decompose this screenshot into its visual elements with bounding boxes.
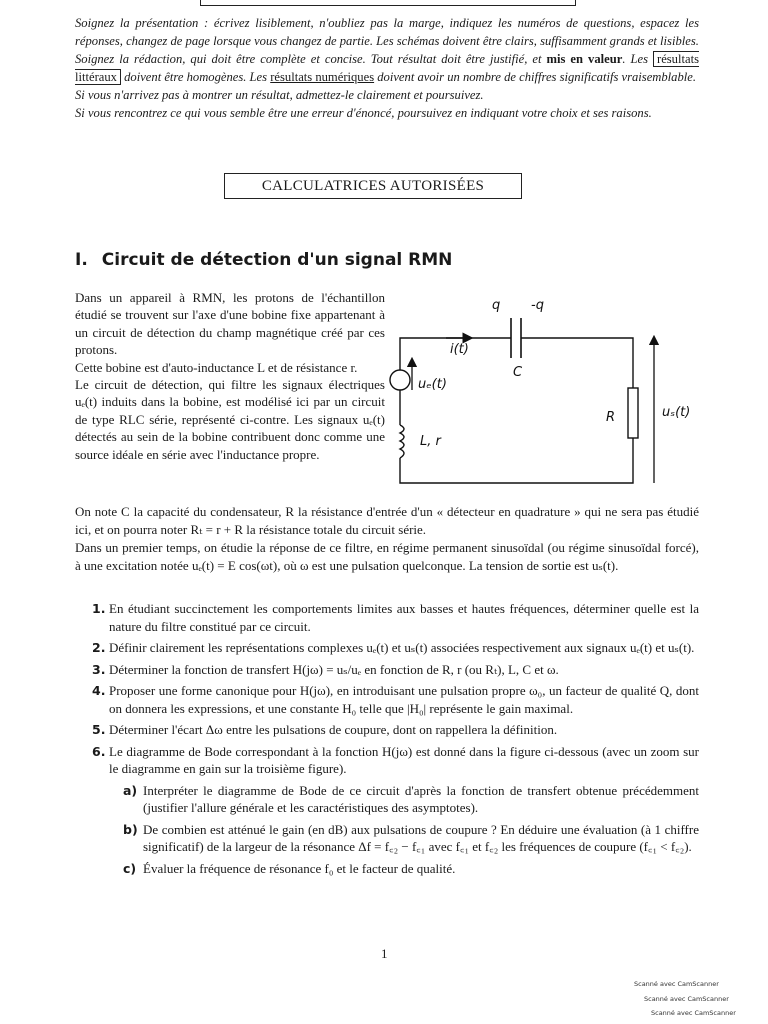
underlined-text: résultats numériques: [270, 70, 375, 84]
scanner-watermark: Scanné avec CamScanner: [644, 995, 729, 1003]
negative-charge-label: -q: [531, 298, 544, 313]
instruction-presentation: Soignez la présentation : écrivez lisiblement, n'oubliez pas la marge, indiquez les numéros de questions, espacez les réponses, changez de page lorsque vous changez de partie. Les schémas doivent être clairs, suffisamment grands et lisibles.: [75, 16, 699, 48]
section-number: I.: [75, 250, 88, 270]
question-text: Déterminer la fonction de transfert H(jω) = uₛ/uₑ en fonction de R, r (ou Rₜ), L, C et ω.: [109, 661, 559, 677]
question-item: [75, 721, 699, 739]
boxed-text: résultats littéraux: [75, 52, 699, 84]
subquestion-item: [75, 821, 699, 856]
question-text: Le diagramme de Bode correspondant à la fonction H(jω) est donné dans la figure ci-dessous (avec un zoom sur le diagramme en gain sur la troisième figure).: [109, 743, 699, 776]
question-item: [75, 682, 699, 717]
question-item: [75, 600, 699, 635]
instruction-error: Si vous rencontrez ce qui vous semble être une erreur d'énoncé, poursuivez en indiquant votre choix et ses raisons.: [75, 106, 652, 120]
question-item: [75, 743, 699, 778]
resistor-label: R: [606, 410, 616, 425]
intro-paragraph: Cette bobine est d'auto-inductance L et de résistance r.: [75, 359, 358, 375]
capacitor-label: C: [513, 365, 523, 380]
instruction-redaction: Soignez la rédaction, qui doit être complète et concise. Tout résultat doit être justifié, et mis en valeur. Les résultats littéraux doivent être homogènes. Les résultats numériques doivent avoir un nombre de chiffres significatifs vraisemblable.: [75, 52, 699, 84]
coil-label: L, r: [420, 434, 441, 449]
instruction-admit: Si vous n'arrivez pas à montrer un résultat, admettez-le clairement et poursuivez.: [75, 88, 484, 102]
intro-text: [75, 289, 385, 463]
subquestion-item: [75, 782, 699, 817]
calculator-notice: CALCULATRICES AUTORISÉES: [224, 173, 522, 199]
circuit-notes: [75, 503, 699, 575]
intro-paragraph: Dans un appareil à RMN, les protons de l'échantillon étudié se trouvent sur l'axe d'une bobine fixe appartenant à un circuit de détection du champ magnétique créé par ces protons.: [75, 290, 385, 358]
source-label: uₑ(t): [418, 377, 447, 392]
question-text: Déterminer l'écart Δω entre les pulsations de coupure, dont on rappellera la définition.: [109, 722, 558, 737]
question-number: 4.: [92, 683, 106, 698]
wire-top-right: [521, 338, 633, 388]
question-number: 3.: [92, 661, 106, 677]
question-item: [75, 661, 699, 679]
subquestion-letter: a): [123, 782, 138, 798]
page-number: 1: [381, 946, 388, 961]
subquestion-letter: c): [123, 860, 137, 876]
voltage-source-icon: [390, 370, 410, 390]
intro-paragraph: Le circuit de détection, qui filtre les signaux électriques uₑ(t) induits dans la bobine, est modélisé ici par un circuit de type RLC série, représenté ci-contre. Les signaux uₑ(t) détectés au sein de la bobine contribuent donc comme une source idéale en série avec l'inductance propre.: [75, 377, 385, 462]
question-item: [75, 639, 699, 657]
subquestion-letter: b): [123, 821, 138, 837]
emphasis-text: mis en valeur: [546, 52, 623, 66]
question-list: [75, 600, 699, 881]
subquestion-text: Interpréter le diagramme de Bode de ce circuit d'après la fonction de transfert obtenue précédemment (justifier l'allure générale et les caractéristiques des asymptotes).: [143, 782, 699, 815]
question-number: 2.: [92, 640, 106, 655]
section-title: Circuit de détection d'un signal RMN: [101, 250, 453, 270]
question-number: 6.: [92, 743, 106, 759]
rlc-circuit-diagram: [388, 290, 708, 495]
top-frame-edge: [200, 0, 576, 6]
output-label: uₛ(t): [662, 405, 691, 420]
question-number: 1.: [92, 601, 106, 616]
subquestion-text: De combien est atténué le gain (en dB) aux pulsations de coupure ? En déduire une évaluation (à 1 chiffre significatif) de la largeur de la résonance Δf = f꜀₂ − f꜀₁ avec f꜀₁ et f꜀₂ les fréquences de coupure (f꜀₁ < f꜀₂).: [143, 821, 699, 854]
scanner-watermark: Scanné avec CamScanner: [634, 980, 719, 988]
question-number: 5.: [92, 722, 106, 737]
coil-icon: [400, 425, 404, 458]
exam-instructions: [75, 14, 699, 122]
notes-paragraph: On note C la capacité du condensateur, R la résistance d'entrée d'un « détecteur en quadrature » qui ne sera pas étudié ici, et on pourra noter Rₜ = r + R la résistance totale du circuit série.: [75, 504, 699, 537]
resistor-icon: [628, 388, 638, 438]
question-text: Définir clairement les représentations complexes uₑ(t) et uₛ(t) associées respectivement aux signaux uₑ(t) et uₛ(t).: [109, 640, 695, 655]
section-heading: [75, 250, 452, 270]
current-label: i(t): [450, 342, 469, 357]
subquestion-item: [75, 860, 699, 878]
question-text: Proposer une forme canonique pour H(jω), en introduisant une pulsation propre ω₀, un facteur de qualité Q, dont on donnera les expressions, et une constante H₀ telle que |H₀| représente le gain maximal.: [109, 683, 699, 716]
subquestion-text: Évaluer la fréquence de résonance f₀ et le facteur de qualité.: [143, 860, 456, 876]
question-text: En étudiant succinctement les comportements limites aux basses et hautes fréquences, déterminer quelle est la nature du filtre constitué par ce circuit.: [109, 601, 699, 634]
charge-label: q: [492, 298, 501, 313]
scanner-watermark: Scanné avec CamScanner: [651, 1009, 736, 1017]
notes-paragraph: Dans un premier temps, on étudie la réponse de ce filtre, en régime permanent sinusoïdal (ou régime sinusoïdal forcé), à une excitation notée uₑ(t) = E cos(ωt), où ω est une pulsation quelconque. La tension de sortie est uₛ(t).: [75, 540, 699, 573]
